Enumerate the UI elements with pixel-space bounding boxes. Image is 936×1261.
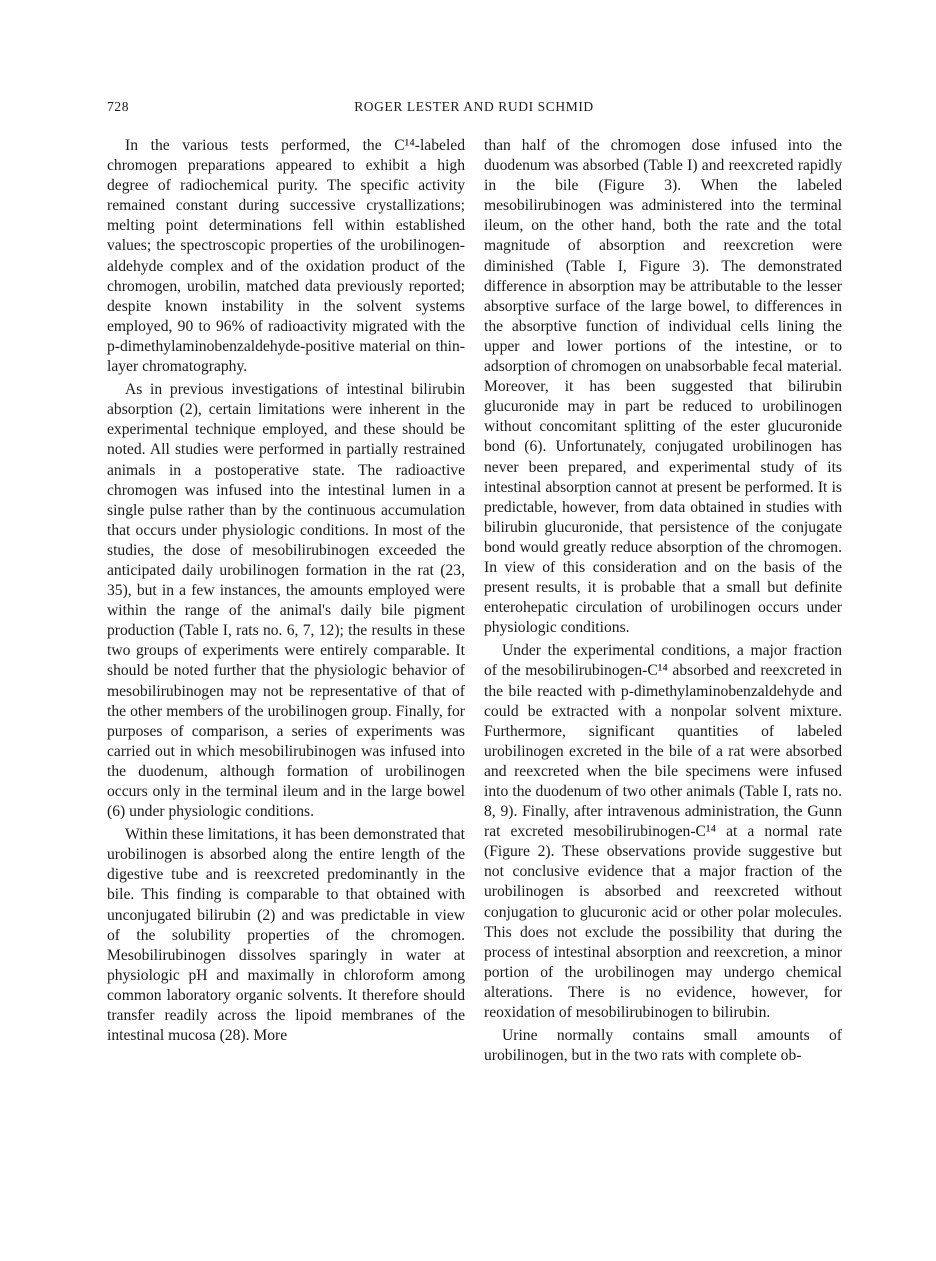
paragraph-limitations: As in previous investigations of intestinal bilirubin absorption (2), certain limitations were inherent in the experimental technique employed, and these should be noted. All studies were performed in partially restrained animals in a postoperative state. The radioactive chromogen was infused into the intestinal lumen in a single pulse rather than by the continuous accumulation that occurs under physiologic conditions. In most of the studies, the dose of mesobilirubinogen exceeded the anticipated daily urobilinogen formation in the rat (23, 35), but in a few instances, the amounts employed were within the range of the animal's daily bile pigment production (Table I, rats no. 6, 7, 12); the results in these two groups of experiments were entirely comparable. It should be noted further that the physiologic behavior of mesobilirubinogen may not be representative of that of the other members of the urobilinogen group. Finally, for purposes of comparison, a series of experiments was carried out in which mesobilirubinogen was infused into the duodenum, although formation of urobilinogen occurs only in the terminal ileum and in the large bowel (6) under physiologic conditions. [107, 381, 465, 821]
running-head: ROGER LESTER AND RUDI SCHMID [354, 99, 594, 114]
paragraph-absorption-findings: Within these limitations, it has been demonstrated that urobilinogen is absorbed along the entire length of the digestive tube and is reexcreted predominantly in the bile. This finding is comparable to that obtained with unconjugated bilirubin (2) and was predictable in view of the solubility properties of the chromogen. Mesobilirubinogen dissolves sparingly in water at physiologic pH and maximally in chloroform among common laboratory organic solvents. It therefore should transfer readily across the lipoid membranes of the intestinal mucosa (28). More [107, 826, 465, 1045]
paragraph-experimental-conditions: Under the experimental conditions, a major fraction of the mesobilirubinogen-C¹⁴ absorbed and reexcreted in the bile reacted with p-dimethylaminobenzaldehyde and could be extracted with a nonpolar solvent mixture. Furthermore, significant quantities of labeled urobilinogen excreted in the bile of a rat were absorbed and reexcreted when the bile specimens were infused into the duodenum of two other animals (Table I, rats no. 8, 9). Finally, after intravenous administration, the Gunn rat excreted mesobilirubinogen-C¹⁴ at a normal rate (Figure 2). These observations provide suggestive but not conclusive evidence that a major fraction of the urobilinogen is absorbed and reexcreted without conjugation to glucuronic acid or other polar molecules. This does not exclude the possibility that during the process of intestinal absorption and reexcretion, a minor portion of the urobilinogen may undergo chemical alterations. There is no evidence, however, for reoxidation of mesobilirubinogen to bilirubin. [484, 642, 842, 1022]
right-column [484, 136, 842, 1066]
left-column [107, 136, 465, 1046]
paragraph-urine: Urine normally contains small amounts of urobilinogen, but in the two rats with complete ob- [484, 1027, 842, 1065]
page-number: 728 [107, 99, 130, 114]
paragraph-radiochemical-purity: In the various tests performed, the C¹⁴-labeled chromogen preparations appeared to exhibit a high degree of radiochemical purity. The specific activity remained constant during successive crystallizations; melting point determinations fell within established values; the spectroscopic properties of the urobilinogen-aldehyde complex and of the oxidation product of the chromogen, urobilin, matched data previously reported; despite known instability in the solvent systems employed, 90 to 96% of radioactivity migrated with the p-dimethylaminobenzaldehyde-positive material on thin-layer chromatography. [107, 137, 465, 376]
page-header [107, 99, 841, 119]
paragraph-continued-absorption: than half of the chromogen dose infused into the duodenum was absorbed (Table I) and reexcreted rapidly in the bile (Figure 3). When the labeled mesobilirubinogen was administered into the terminal ileum, on the other hand, both the rate and the total magnitude of absorption and reexcretion were diminished (Table I, Figure 3). The demonstrated difference in absorption may be attributable to the lesser absorptive surface of the large bowel, to differences in the absorptive function of individual cells lining the upper and lower portions of the intestine, or to adsorption of chromogen on unabsorbable fecal material. Moreover, it has been suggested that bilirubin glucuronide may in part be reduced to urobilinogen without concomitant splitting of the ester glucuronide bond (6). Unfortunately, conjugated urobilinogen has never been prepared, and experimental study of its intestinal absorption cannot at present be performed. It is predictable, however, from data obtained in studies with bilirubin glucuronide, that persistence of the conjugate bond would greatly reduce absorption of the chromogen. In view of this consideration and on the basis of the present results, it is probable that a small but definite enterohepatic circulation of urobilinogen occurs under physiologic conditions. [484, 137, 842, 637]
